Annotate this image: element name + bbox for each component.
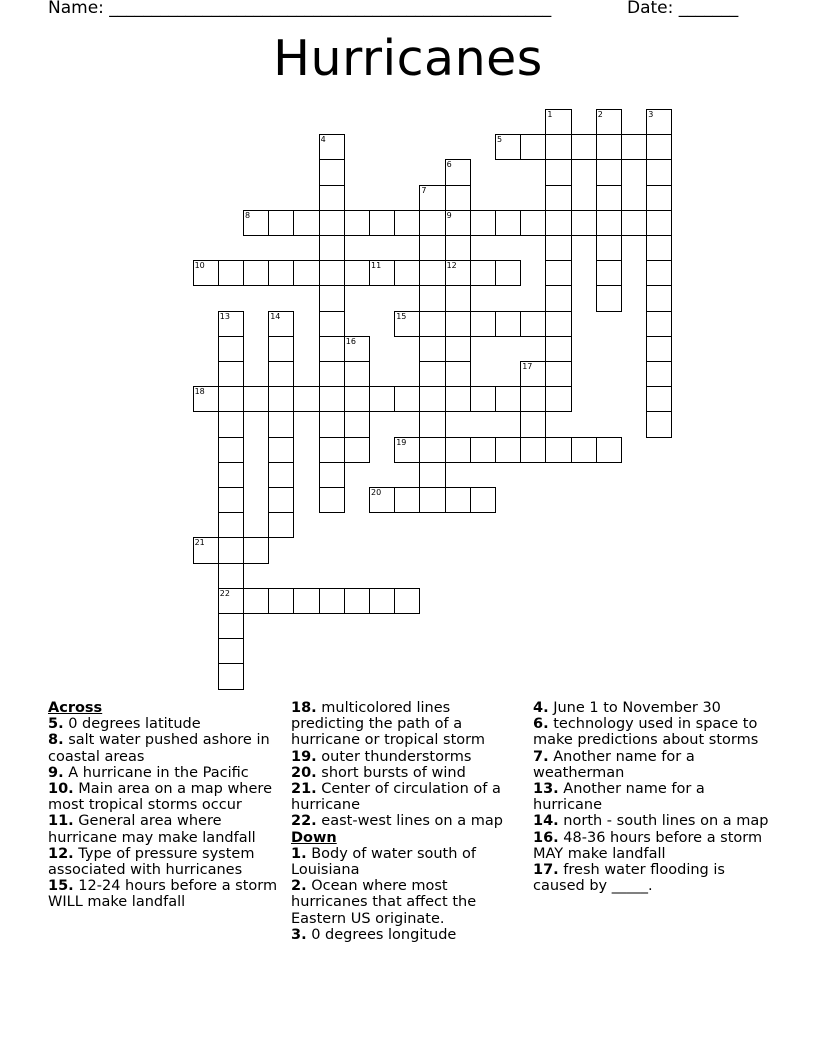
grid-cell[interactable] (319, 260, 345, 286)
grid-cell[interactable] (218, 311, 244, 337)
grid-cell[interactable] (520, 437, 546, 463)
grid-cell[interactable] (545, 210, 571, 236)
grid-cell[interactable] (344, 336, 370, 362)
grid-cell[interactable] (369, 487, 395, 513)
across-clue: 5. 0 degrees latitude (48, 716, 201, 733)
grid-cell[interactable] (545, 159, 571, 185)
grid-cell[interactable] (419, 487, 445, 513)
across-heading: Across (48, 700, 103, 716)
grid-cell[interactable] (268, 311, 294, 337)
grid-cell[interactable] (394, 487, 420, 513)
grid-cell[interactable] (344, 260, 370, 286)
clue-number: 3 (648, 110, 654, 119)
grid-cell[interactable] (243, 260, 269, 286)
grid-cell[interactable] (646, 109, 672, 135)
date-field-label: Date: _______ (627, 0, 739, 18)
grid-cell[interactable] (470, 487, 496, 513)
grid-cell[interactable] (545, 235, 571, 261)
clue-number: 11 (371, 261, 382, 271)
grid-cell[interactable] (419, 336, 445, 362)
grid-cell[interactable] (621, 210, 647, 236)
clue-number: 12 (446, 261, 457, 271)
clue-column-1 (48, 700, 280, 911)
grid-cell[interactable] (470, 386, 496, 412)
clue-number: 20 (371, 488, 382, 497)
down-clue: 2. Ocean where most hurricanes that affect the Eastern US originate. (291, 878, 477, 927)
clue-column-3 (533, 700, 769, 894)
clue-number: 22 (219, 588, 230, 598)
grid-cell[interactable] (218, 411, 244, 437)
clue-number: 2 (597, 110, 603, 119)
across-clue: 11. General area where hurricane may make landfall (48, 813, 256, 846)
grid-cell[interactable] (419, 437, 445, 463)
grid-cell[interactable] (344, 210, 370, 236)
across-clue: 9. A hurricane in the Pacific (48, 764, 249, 781)
grid-cell[interactable] (445, 285, 471, 311)
grid-cell[interactable] (268, 437, 294, 463)
grid-cell[interactable] (495, 437, 521, 463)
grid-cell[interactable] (646, 336, 672, 362)
across-clue: 20. short bursts of wind (291, 764, 466, 781)
grid-cell[interactable] (646, 235, 672, 261)
grid-cell[interactable] (218, 361, 244, 387)
grid-cell[interactable] (419, 210, 445, 236)
grid-cell[interactable] (646, 134, 672, 160)
grid-cell[interactable] (218, 386, 244, 412)
clue-number: 6 (446, 160, 452, 170)
grid-cell[interactable] (445, 159, 471, 185)
grid-cell[interactable] (545, 109, 571, 135)
grid-cell[interactable] (293, 588, 319, 614)
grid-cell[interactable] (646, 260, 672, 286)
grid-cell[interactable] (218, 663, 244, 689)
page-title: Hurricanes (273, 30, 543, 87)
grid-cell[interactable] (218, 336, 244, 362)
grid-cell[interactable] (571, 437, 597, 463)
grid-cell[interactable] (445, 487, 471, 513)
grid-cell[interactable] (268, 411, 294, 437)
grid-cell[interactable] (545, 260, 571, 286)
down-heading: Down (291, 829, 337, 846)
clue-number: 13 (219, 311, 230, 321)
grid-cell[interactable] (419, 260, 445, 286)
grid-cell[interactable] (470, 210, 496, 236)
grid-cell[interactable] (596, 285, 622, 311)
grid-cell[interactable] (545, 336, 571, 362)
down-clue: 6. technology used in space to make predictions about storms (533, 716, 759, 749)
grid-cell[interactable] (369, 260, 395, 286)
grid-cell[interactable] (646, 386, 672, 412)
grid-cell[interactable] (596, 134, 622, 160)
grid-cell[interactable] (268, 487, 294, 513)
grid-cell[interactable] (596, 109, 622, 135)
clue-number: 9 (446, 210, 452, 220)
grid-cell[interactable] (419, 311, 445, 337)
grid-cell[interactable] (419, 361, 445, 387)
grid-cell[interactable] (218, 260, 244, 286)
grid-cell[interactable] (571, 210, 597, 236)
grid-cell[interactable] (218, 638, 244, 664)
grid-cell[interactable] (419, 386, 445, 412)
grid-cell[interactable] (319, 185, 345, 211)
grid-cell[interactable] (394, 588, 420, 614)
across-clue: 18. multicolored lines predicting the path of a hurricane or tropical storm (291, 700, 485, 749)
grid-cell[interactable] (646, 159, 672, 185)
grid-cell[interactable] (470, 437, 496, 463)
grid-cell[interactable] (445, 235, 471, 261)
grid-cell[interactable] (344, 588, 370, 614)
grid-cell[interactable] (268, 361, 294, 387)
grid-cell[interactable] (445, 185, 471, 211)
grid-cell[interactable] (293, 386, 319, 412)
down-clue: 16. 48-36 hours before a storm MAY make landfall (533, 829, 763, 862)
across-clue: 15. 12-24 hours before a storm WILL make landfall (48, 878, 278, 911)
clue-number: 18 (194, 387, 205, 397)
grid-cell[interactable] (243, 210, 269, 236)
grid-cell[interactable] (596, 235, 622, 261)
grid-cell[interactable] (545, 134, 571, 160)
grid-cell[interactable] (268, 336, 294, 362)
grid-cell[interactable] (596, 185, 622, 211)
grid-cell[interactable] (268, 512, 294, 538)
across-clue: 8. salt water pushed ashore in coastal areas (48, 732, 270, 765)
grid-cell[interactable] (218, 487, 244, 513)
grid-cell[interactable] (621, 134, 647, 160)
across-clue: 12. Type of pressure system associated with hurricanes (48, 845, 255, 879)
grid-cell[interactable] (268, 260, 294, 286)
down-clue: 3. 0 degrees longitude (291, 926, 457, 943)
clue-column-2 (291, 700, 521, 943)
grid-cell[interactable] (319, 588, 345, 614)
grid-cell[interactable] (319, 462, 345, 488)
grid-cell[interactable] (268, 462, 294, 488)
grid-cell[interactable] (470, 260, 496, 286)
grid-cell[interactable] (520, 361, 546, 387)
grid-cell[interactable] (319, 336, 345, 362)
grid-cell[interactable] (344, 361, 370, 387)
grid-cell[interactable] (596, 437, 622, 463)
grid-cell[interactable] (319, 285, 345, 311)
across-clue: 21. Center of circulation of a hurricane (291, 781, 501, 814)
down-clue: 17. fresh water flooding is caused by _____. (533, 862, 725, 895)
grid-cell[interactable] (571, 134, 597, 160)
grid-cell[interactable] (319, 311, 345, 337)
clue-number: 14 (270, 311, 281, 321)
grid-cell[interactable] (344, 437, 370, 463)
grid-cell[interactable] (545, 185, 571, 211)
grid-cell[interactable] (319, 134, 345, 160)
grid-cell[interactable] (218, 512, 244, 538)
grid-cell[interactable] (344, 386, 370, 412)
grid-cell[interactable] (218, 462, 244, 488)
grid-cell[interactable] (243, 386, 269, 412)
grid-cell[interactable] (596, 159, 622, 185)
clue-number: 21 (194, 538, 205, 548)
grid-cell[interactable] (319, 159, 345, 185)
clue-number: 8 (245, 210, 251, 220)
grid-cell[interactable] (520, 311, 546, 337)
grid-cell[interactable] (319, 210, 345, 236)
grid-cell[interactable] (319, 437, 345, 463)
grid-cell[interactable] (646, 361, 672, 387)
clue-number: 4 (320, 135, 326, 145)
grid-cell[interactable] (445, 361, 471, 387)
grid-cell[interactable] (520, 411, 546, 437)
grid-cell[interactable] (419, 462, 445, 488)
grid-cell[interactable] (293, 210, 319, 236)
grid-cell[interactable] (419, 185, 445, 211)
grid-cell[interactable] (394, 386, 420, 412)
grid-cell[interactable] (369, 588, 395, 614)
grid-cell[interactable] (319, 487, 345, 513)
grid-cell[interactable] (495, 210, 521, 236)
grid-cell[interactable] (596, 210, 622, 236)
grid-cell[interactable] (545, 386, 571, 412)
grid-cell[interactable] (445, 260, 471, 286)
grid-cell[interactable] (394, 311, 420, 337)
grid-cell[interactable] (369, 210, 395, 236)
across-clue: 10. Main area on a map where most tropical storms occur (48, 781, 272, 814)
grid-cell[interactable] (445, 437, 471, 463)
grid-cell[interactable] (419, 235, 445, 261)
grid-cell[interactable] (394, 437, 420, 463)
grid-cell[interactable] (319, 235, 345, 261)
grid-cell[interactable] (646, 185, 672, 211)
grid-cell[interactable] (369, 386, 395, 412)
grid-cell[interactable] (319, 386, 345, 412)
grid-cell[interactable] (495, 311, 521, 337)
grid-cell[interactable] (545, 361, 571, 387)
across-clue: 19. outer thunderstorms (291, 748, 472, 765)
down-clue: 13. Another name for a hurricane (533, 781, 705, 814)
grid-cell[interactable] (243, 537, 269, 563)
grid-cell[interactable] (218, 613, 244, 639)
clue-number: 16 (345, 336, 356, 346)
grid-cell[interactable] (495, 260, 521, 286)
grid-cell[interactable] (646, 411, 672, 437)
grid-cell[interactable] (193, 537, 219, 563)
grid-cell[interactable] (545, 285, 571, 311)
grid-cell[interactable] (218, 563, 244, 589)
grid-cell[interactable] (445, 336, 471, 362)
grid-cell[interactable] (193, 260, 219, 286)
grid-cell[interactable] (445, 210, 471, 236)
grid-cell[interactable] (218, 437, 244, 463)
grid-cell[interactable] (545, 437, 571, 463)
grid-cell[interactable] (445, 311, 471, 337)
clue-number: 1 (547, 110, 553, 119)
down-clue: 4. June 1 to November 30 (533, 700, 721, 716)
grid-cell[interactable] (445, 386, 471, 412)
grid-cell[interactable] (268, 386, 294, 412)
clue-number: 7 (421, 185, 427, 195)
grid-cell[interactable] (319, 411, 345, 437)
grid-cell[interactable] (545, 311, 571, 337)
grid-cell[interactable] (293, 260, 319, 286)
grid-cell[interactable] (470, 311, 496, 337)
grid-cell[interactable] (319, 361, 345, 387)
clue-number: 5 (497, 135, 503, 145)
clue-number: 15 (396, 311, 407, 321)
across-clue: 22. east-west lines on a map (291, 813, 503, 830)
grid-cell[interactable] (596, 260, 622, 286)
grid-cell[interactable] (646, 210, 672, 236)
down-clue: 1. Body of water south of Louisiana (291, 845, 477, 879)
grid-cell[interactable] (394, 260, 420, 286)
name-field-label: Name: ____________________________________________________ (48, 0, 552, 18)
grid-cell[interactable] (268, 588, 294, 614)
down-clue: 7. Another name for a weatherman (533, 748, 695, 781)
clue-number: 19 (396, 437, 407, 447)
grid-cell[interactable] (520, 210, 546, 236)
clue-number: 10 (194, 261, 205, 271)
grid-cell[interactable] (646, 311, 672, 337)
grid-cell[interactable] (520, 386, 546, 412)
grid-cell[interactable] (495, 386, 521, 412)
grid-cell[interactable] (646, 285, 672, 311)
grid-cell[interactable] (419, 411, 445, 437)
down-clue: 14. north - south lines on a map (533, 813, 769, 830)
grid-cell[interactable] (394, 210, 420, 236)
grid-cell[interactable] (268, 210, 294, 236)
grid-cell[interactable] (495, 134, 521, 160)
grid-cell[interactable] (243, 588, 269, 614)
clue-number: 17 (522, 362, 533, 371)
grid-cell[interactable] (193, 386, 219, 412)
grid-cell[interactable] (344, 411, 370, 437)
grid-cell[interactable] (419, 285, 445, 311)
grid-cell[interactable] (520, 134, 546, 160)
grid-cell[interactable] (218, 588, 244, 614)
grid-cell[interactable] (218, 537, 244, 563)
